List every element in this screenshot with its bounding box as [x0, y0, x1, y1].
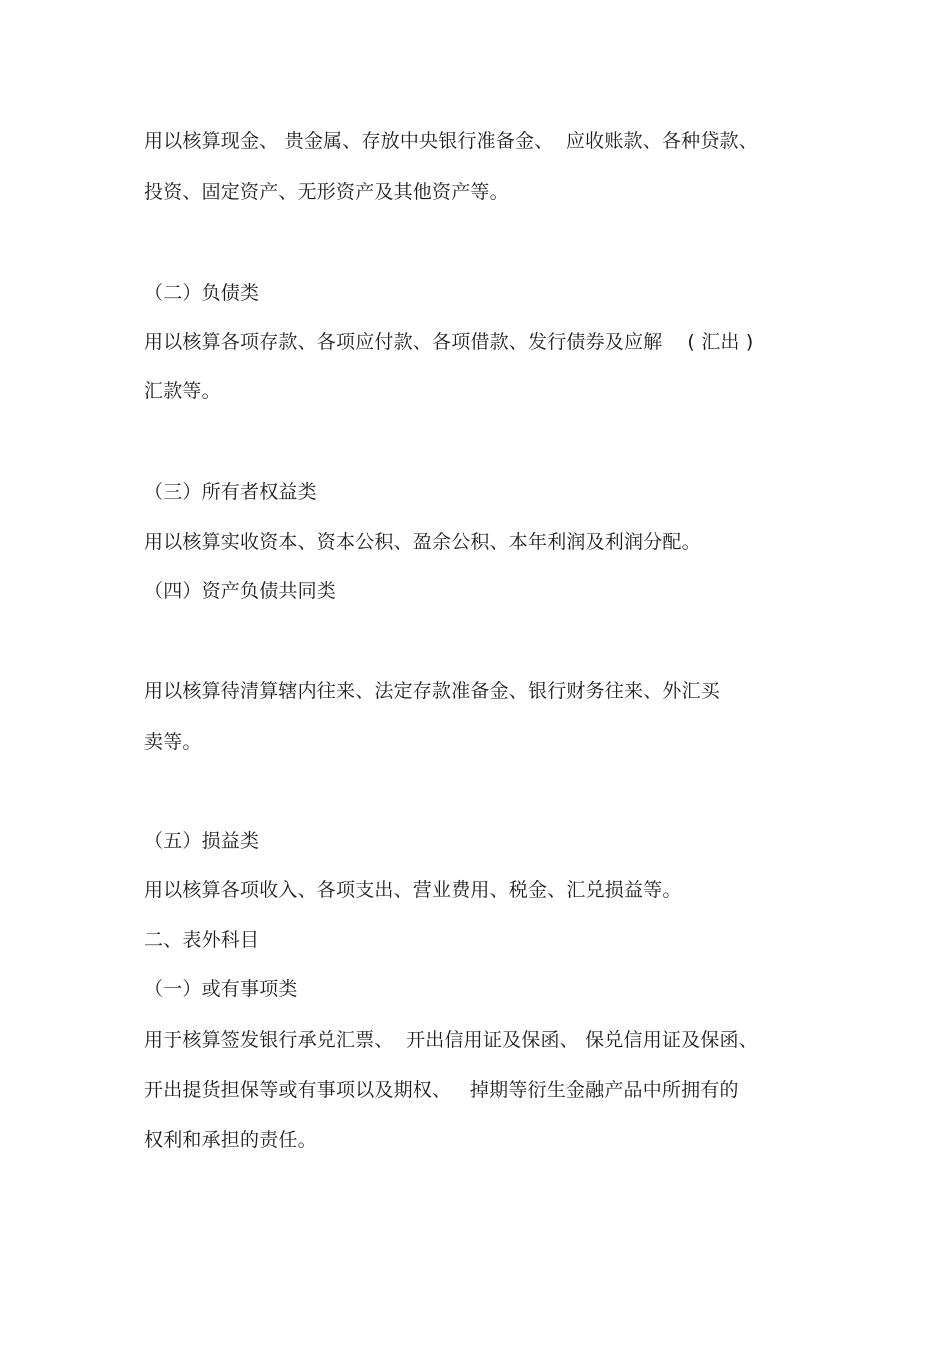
paragraph-contingencies-line-3: 权利和承担的责任。 [144, 1129, 317, 1151]
heading-contingencies: （一）或有事项类 [144, 978, 298, 1000]
heading-off-balance-sheet: 二、表外科目 [144, 929, 260, 951]
heading-common-assets-liabilities: （四）资产负债共同类 [144, 580, 337, 602]
paragraph-liabilities-line-1: 用以核算各项存款、各项应付款、各项借款、发行债券及应解 ( 汇出 ) [144, 331, 754, 353]
heading-owners-equity: （三）所有者权益类 [144, 481, 317, 503]
paragraph-common-line-1: 用以核算待清算辖内往来、法定存款准备金、银行财务往来、外汇买 [144, 680, 721, 702]
paragraph-contingencies-line-1: 用于核算签发银行承兑汇票、 开出信用证及保函、 保兑信用证及保函、 [144, 1029, 758, 1051]
paragraph-common-line-2: 卖等。 [144, 731, 202, 753]
paragraph-profit-loss: 用以核算各项收入、各项支出、营业费用、税金、汇兑损益等。 [144, 879, 682, 901]
paragraph-owners-equity: 用以核算实收资本、资本公积、盈余公积、本年利润及利润分配。 [144, 531, 701, 553]
heading-liabilities: （二）负债类 [144, 282, 260, 304]
paragraph-assets-line-1: 用以核算现金、 贵金属、存放中央银行准备金、 应收账款、各种贷款、 [144, 130, 758, 152]
paragraph-assets-line-2: 投资、固定资产、无形资产及其他资产等。 [144, 181, 509, 203]
paragraph-liabilities-line-2: 汇款等。 [144, 380, 221, 402]
heading-profit-loss: （五）损益类 [144, 830, 260, 852]
paragraph-contingencies-line-2: 开出提货担保等或有事项以及期权、 掉期等衍生金融产品中所拥有的 [144, 1079, 739, 1101]
